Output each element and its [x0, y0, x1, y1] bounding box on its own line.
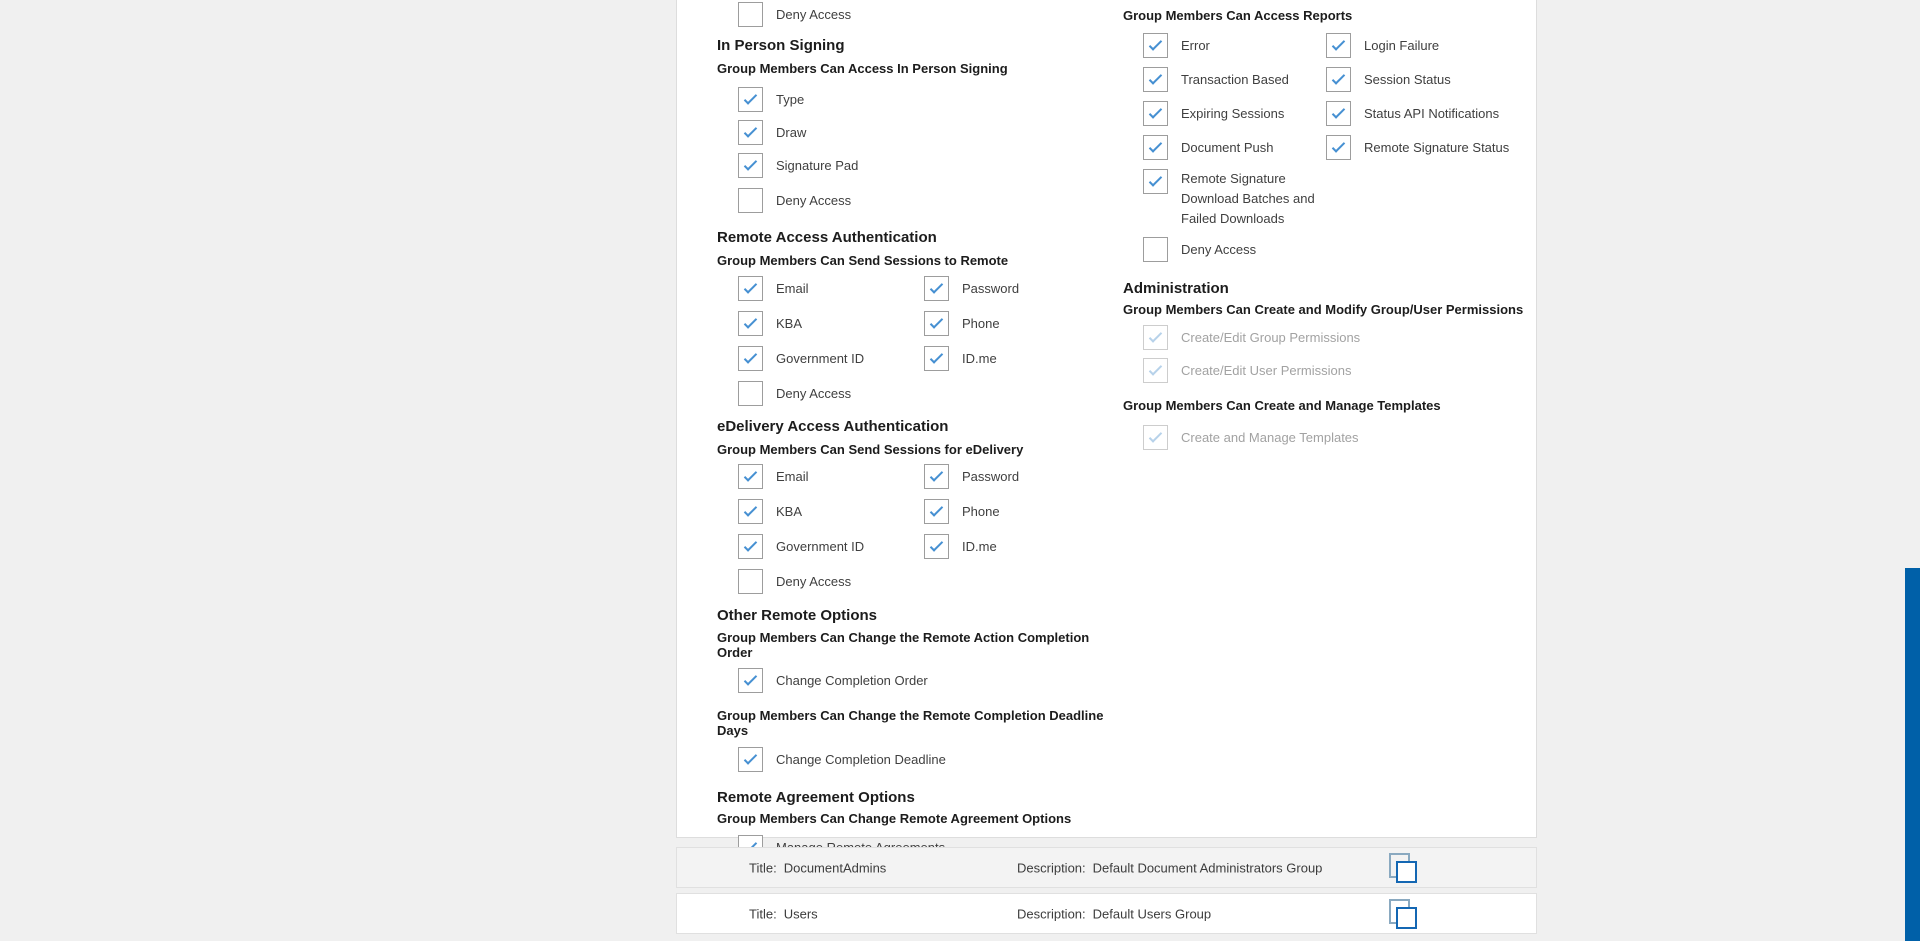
check-icon [1332, 105, 1345, 118]
checkbox-row-deny-access-remote [738, 381, 924, 406]
checkbox-label: Type [776, 92, 805, 107]
checkbox-label: Error [1181, 38, 1210, 53]
checkbox-row-email [738, 276, 924, 301]
checkbox-label: Government ID [776, 539, 865, 554]
section-subheading-in-person-signing: Group Members Can Access In Person Signing [717, 61, 1008, 76]
group-title-label: Title: [749, 860, 777, 875]
checkbox-label: Deny Access [776, 193, 852, 208]
checkbox-row-deny-access-in-person [738, 188, 1117, 213]
group-description-value: Default Users Group [1092, 906, 1212, 921]
check-icon [744, 124, 757, 137]
group-description-label: Description: [1017, 860, 1086, 875]
checkbox [1143, 325, 1168, 350]
checkbox[interactable] [738, 87, 763, 112]
checkbox-row-deny-access-partial [738, 2, 1117, 27]
checkbox-label: ID.me [962, 539, 997, 554]
checkbox-label: Change Completion Order [776, 673, 928, 688]
checkbox-label: KBA [776, 316, 803, 331]
checkbox-row-create-and-manage-templates [1143, 425, 1535, 450]
check-icon [1149, 362, 1162, 375]
checkbox[interactable] [738, 346, 763, 371]
checkbox[interactable] [738, 464, 763, 489]
permissions-panel [676, 0, 1537, 838]
checkbox [1143, 425, 1168, 450]
checkbox-label: Session Status [1364, 72, 1451, 87]
group-description [1017, 860, 1322, 875]
checkbox-row-government-id [738, 346, 924, 371]
checkbox-row-change-completion-deadline [738, 747, 1117, 772]
checkbox-label: Password [962, 469, 1020, 484]
checkbox[interactable] [738, 120, 763, 145]
section-subheading-access-reports: Group Members Can Access Reports [1123, 8, 1353, 23]
checkbox-row-email [738, 464, 924, 489]
checkbox[interactable] [924, 311, 949, 336]
check-icon [930, 468, 943, 481]
section-subheading-completion-order: Group Members Can Change the Remote Action Completion Order [717, 630, 1090, 660]
section-subheading-completion-deadline: Group Members Can Change the Remote Completion Deadline Days [717, 708, 1104, 738]
checkbox-row-transaction-based [1143, 67, 1326, 92]
checkbox-label: Create/Edit User Permissions [1181, 363, 1352, 378]
checkbox-row-type [738, 87, 1117, 112]
checkbox-label: Expiring Sessions [1181, 106, 1285, 121]
section-subheading-remote-agreement-options: Group Members Can Change Remote Agreement Options [717, 811, 1072, 826]
checkbox-row-status-api-notifications [1326, 101, 1535, 126]
checkbox[interactable] [924, 346, 949, 371]
checkbox-row-signature-pad [738, 153, 1117, 178]
check-icon [744, 315, 757, 328]
checkbox[interactable] [1143, 169, 1168, 194]
checkbox[interactable] [1143, 67, 1168, 92]
checkbox[interactable] [924, 499, 949, 524]
checkbox-row-kba [738, 499, 924, 524]
checkbox-row-error [1143, 33, 1326, 58]
checkbox-label: Remote Signature Download Batches and Failed Downloads [1181, 171, 1315, 226]
checkbox-grid-edelivery-auth [738, 464, 1117, 594]
checkbox[interactable] [738, 276, 763, 301]
section-heading-remote-agreement-options: Remote Agreement Options [717, 789, 915, 806]
checkbox-label: Deny Access [776, 574, 852, 589]
checkbox-row-password [924, 464, 1117, 489]
checkbox[interactable] [738, 569, 763, 594]
checkbox[interactable] [1326, 33, 1351, 58]
permissions-column-right [1123, 0, 1535, 450]
check-icon [930, 503, 943, 516]
checkbox-row-create-edit-user-permissions [1143, 358, 1535, 383]
check-icon [744, 157, 757, 170]
checkbox[interactable] [738, 153, 763, 178]
section-heading-other-remote-options: Other Remote Options [717, 607, 878, 624]
checkbox-label: Login Failure [1364, 38, 1440, 53]
section-heading-in-person-signing: In Person Signing [717, 37, 845, 54]
check-icon [744, 91, 757, 104]
checkbox-label: Signature Pad [776, 158, 859, 173]
checkbox[interactable] [738, 747, 763, 772]
checkbox-row-remote-signature-download-batches [1143, 169, 1535, 229]
check-icon [1149, 139, 1162, 152]
scrollbar-thumb[interactable] [1905, 568, 1920, 941]
group-title [749, 906, 818, 921]
checkbox-label: Deny Access [776, 7, 852, 22]
checkbox-row-id-me [924, 534, 1117, 559]
checkbox-label: Email [776, 281, 809, 296]
checkbox[interactable] [1143, 237, 1168, 262]
checkbox-row-document-push [1143, 135, 1326, 160]
checkbox-label: Deny Access [1181, 242, 1257, 257]
checkbox-row-deny-access-reports [1143, 237, 1535, 262]
group-title [749, 860, 886, 875]
checkbox[interactable] [924, 464, 949, 489]
checkbox-label: Deny Access [776, 386, 852, 401]
checkbox-row-login-failure [1326, 33, 1535, 58]
checkbox-label: KBA [776, 504, 803, 519]
section-heading-edelivery-access-authentication: eDelivery Access Authentication [717, 418, 949, 435]
check-icon [744, 280, 757, 293]
checkbox-label: Email [776, 469, 809, 484]
checkbox-grid-remote-auth [738, 276, 1117, 406]
section-subheading-group-user-permissions: Group Members Can Create and Modify Group/User Permissions [1123, 302, 1524, 317]
check-icon [1332, 37, 1345, 50]
checkbox-row-password [924, 276, 1117, 301]
checkbox-row-deny-access-edelivery [738, 569, 924, 594]
check-icon [930, 280, 943, 293]
checkbox-row-remote-signature-status [1326, 135, 1535, 160]
group-row-documentadmins[interactable] [676, 847, 1537, 888]
copy-icon-front [1396, 907, 1417, 929]
copy-icon-front [1396, 861, 1417, 883]
checkbox-row-phone [924, 499, 1117, 524]
section-subheading-remote-access-authentication: Group Members Can Send Sessions to Remote [717, 253, 1009, 268]
check-icon [1149, 173, 1162, 186]
checkbox-grid-reports [1143, 33, 1535, 160]
checkbox[interactable] [1326, 135, 1351, 160]
checkbox-label: ID.me [962, 351, 997, 366]
copy-icon[interactable] [1389, 899, 1418, 930]
checkbox[interactable] [738, 188, 763, 213]
checkbox-label: Phone [962, 504, 1000, 519]
check-icon [744, 468, 757, 481]
checkbox[interactable] [738, 381, 763, 406]
checkbox[interactable] [1143, 135, 1168, 160]
copy-icon[interactable] [1389, 853, 1418, 884]
checkbox[interactable] [738, 499, 763, 524]
checkbox-row-phone [924, 311, 1117, 336]
group-description [1017, 906, 1211, 921]
checkbox[interactable] [738, 668, 763, 693]
checkbox-label: Remote Signature Status [1364, 140, 1510, 155]
check-icon [1332, 139, 1345, 152]
group-row-users[interactable] [676, 893, 1537, 934]
checkbox[interactable] [1143, 33, 1168, 58]
check-icon [1149, 37, 1162, 50]
check-icon [1149, 429, 1162, 442]
checkbox-row-expiring-sessions [1143, 101, 1326, 126]
checkbox[interactable] [924, 276, 949, 301]
section-heading-remote-access-authentication: Remote Access Authentication [717, 229, 937, 246]
checkbox-row-change-completion-order [738, 668, 1117, 693]
group-description-value: Default Document Administrators Group [1092, 860, 1323, 875]
checkbox [1143, 358, 1168, 383]
checkbox[interactable] [738, 534, 763, 559]
checkbox-label: Transaction Based [1181, 72, 1289, 87]
check-icon [1149, 105, 1162, 118]
checkbox-label: Status API Notifications [1364, 106, 1500, 121]
checkbox-label: Change Completion Deadline [776, 752, 946, 767]
check-icon [744, 538, 757, 551]
checkbox-row-create-edit-group-permissions [1143, 325, 1535, 350]
section-subheading-create-manage-templates: Group Members Can Create and Manage Templates [1123, 398, 1441, 413]
checkbox[interactable] [924, 534, 949, 559]
checkbox[interactable] [738, 311, 763, 336]
checkbox[interactable] [1326, 67, 1351, 92]
checkbox-label: Create and Manage Templates [1181, 430, 1359, 445]
group-title-label: Title: [749, 906, 777, 921]
checkbox-row-kba [738, 311, 924, 336]
checkbox-row-government-id [738, 534, 924, 559]
check-icon [744, 503, 757, 516]
checkbox-label: Create/Edit Group Permissions [1181, 330, 1361, 345]
checkbox[interactable] [1326, 101, 1351, 126]
checkbox-label: Document Push [1181, 140, 1274, 155]
group-description-label: Description: [1017, 906, 1086, 921]
checkbox-row-session-status [1326, 67, 1535, 92]
check-icon [1149, 71, 1162, 84]
checkbox[interactable] [738, 2, 763, 27]
group-title-value: DocumentAdmins [783, 860, 887, 875]
check-icon [930, 538, 943, 551]
checkbox-label: Government ID [776, 351, 865, 366]
check-icon [744, 751, 757, 764]
check-icon [1149, 329, 1162, 342]
check-icon [930, 315, 943, 328]
checkbox-row-id-me [924, 346, 1117, 371]
check-icon [1332, 71, 1345, 84]
checkbox-label: Phone [962, 316, 1000, 331]
checkbox[interactable] [1143, 101, 1168, 126]
checkbox-label: Password [962, 281, 1020, 296]
section-subheading-edelivery-access-authentication: Group Members Can Send Sessions for eDelivery [717, 442, 1024, 457]
checkbox-row-draw [738, 120, 1117, 145]
group-title-value: Users [783, 906, 818, 921]
check-icon [744, 350, 757, 363]
check-icon [930, 350, 943, 363]
checkbox-label: Draw [776, 125, 807, 140]
permissions-column-left [717, 0, 1117, 860]
check-icon [744, 672, 757, 685]
section-heading-administration: Administration [1123, 280, 1229, 297]
